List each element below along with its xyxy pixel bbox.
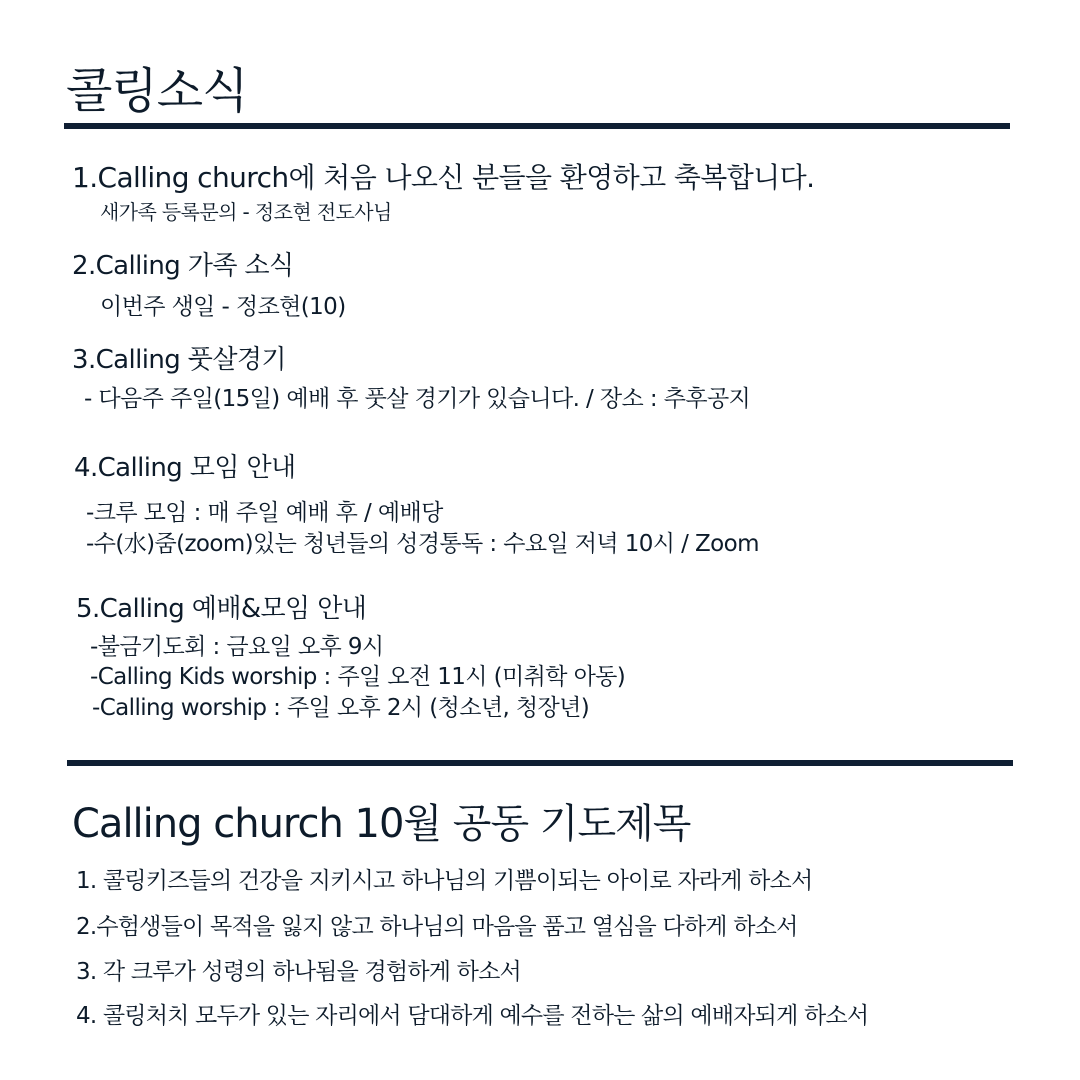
news-item-4-line: -수(水)줌(zoom)있는 청년들의 성경통독 : 수요일 저녁 10시 / Zoom [86, 531, 759, 557]
news-item-2-line: 이번주 생일 - 정조현(10) [100, 294, 346, 320]
news-item-4-heading: 4.Calling 모임 안내 [74, 453, 296, 483]
section-divider [67, 760, 1013, 766]
news-item-5-line: -불금기도회 : 금요일 오후 9시 [90, 634, 384, 660]
prayer-item: 2.수험생들이 목적을 잃지 않고 하나님의 마음을 품고 열심을 다하게 하소서 [76, 914, 798, 940]
top-divider [64, 123, 1010, 129]
prayer-title: Calling church 10월 공동 기도제목 [72, 801, 691, 847]
news-item-5-heading: 5.Calling 예배&모임 안내 [76, 594, 367, 624]
page-title: 콜링소식 [66, 63, 248, 119]
prayer-item: 4. 콜링처치 모두가 있는 자리에서 담대하게 예수를 전하는 삶의 예배자되게 하소서 [76, 1003, 869, 1029]
news-item-1-subtext: 새가족 등록문의 - 정조현 전도사님 [100, 200, 392, 224]
news-item-4-line: -크루 모임 : 매 주일 예배 후 / 예배당 [86, 500, 443, 526]
news-item-5-line: -Calling worship : 주일 오후 2시 (청소년, 청장년) [92, 695, 590, 721]
news-item-3-heading: 3.Calling 풋살경기 [72, 345, 286, 375]
news-item-5-line: -Calling Kids worship : 주일 오전 11시 (미취학 아동) [90, 664, 626, 690]
news-item-3-line: - 다음주 주일(15일) 예배 후 풋살 경기가 있습니다. / 장소 : 추후공지 [84, 386, 751, 412]
news-item-1-heading: 1.Calling church에 처음 나오신 분들을 환영하고 축복합니다. [72, 161, 815, 194]
prayer-item: 3. 각 크루가 성령의 하나됨을 경험하게 하소서 [76, 959, 521, 985]
news-item-2-heading: 2.Calling 가족 소식 [72, 251, 294, 281]
prayer-item: 1. 콜링키즈들의 건강을 지키시고 하나님의 기쁨이되는 아이로 자라게 하소서 [76, 868, 813, 894]
